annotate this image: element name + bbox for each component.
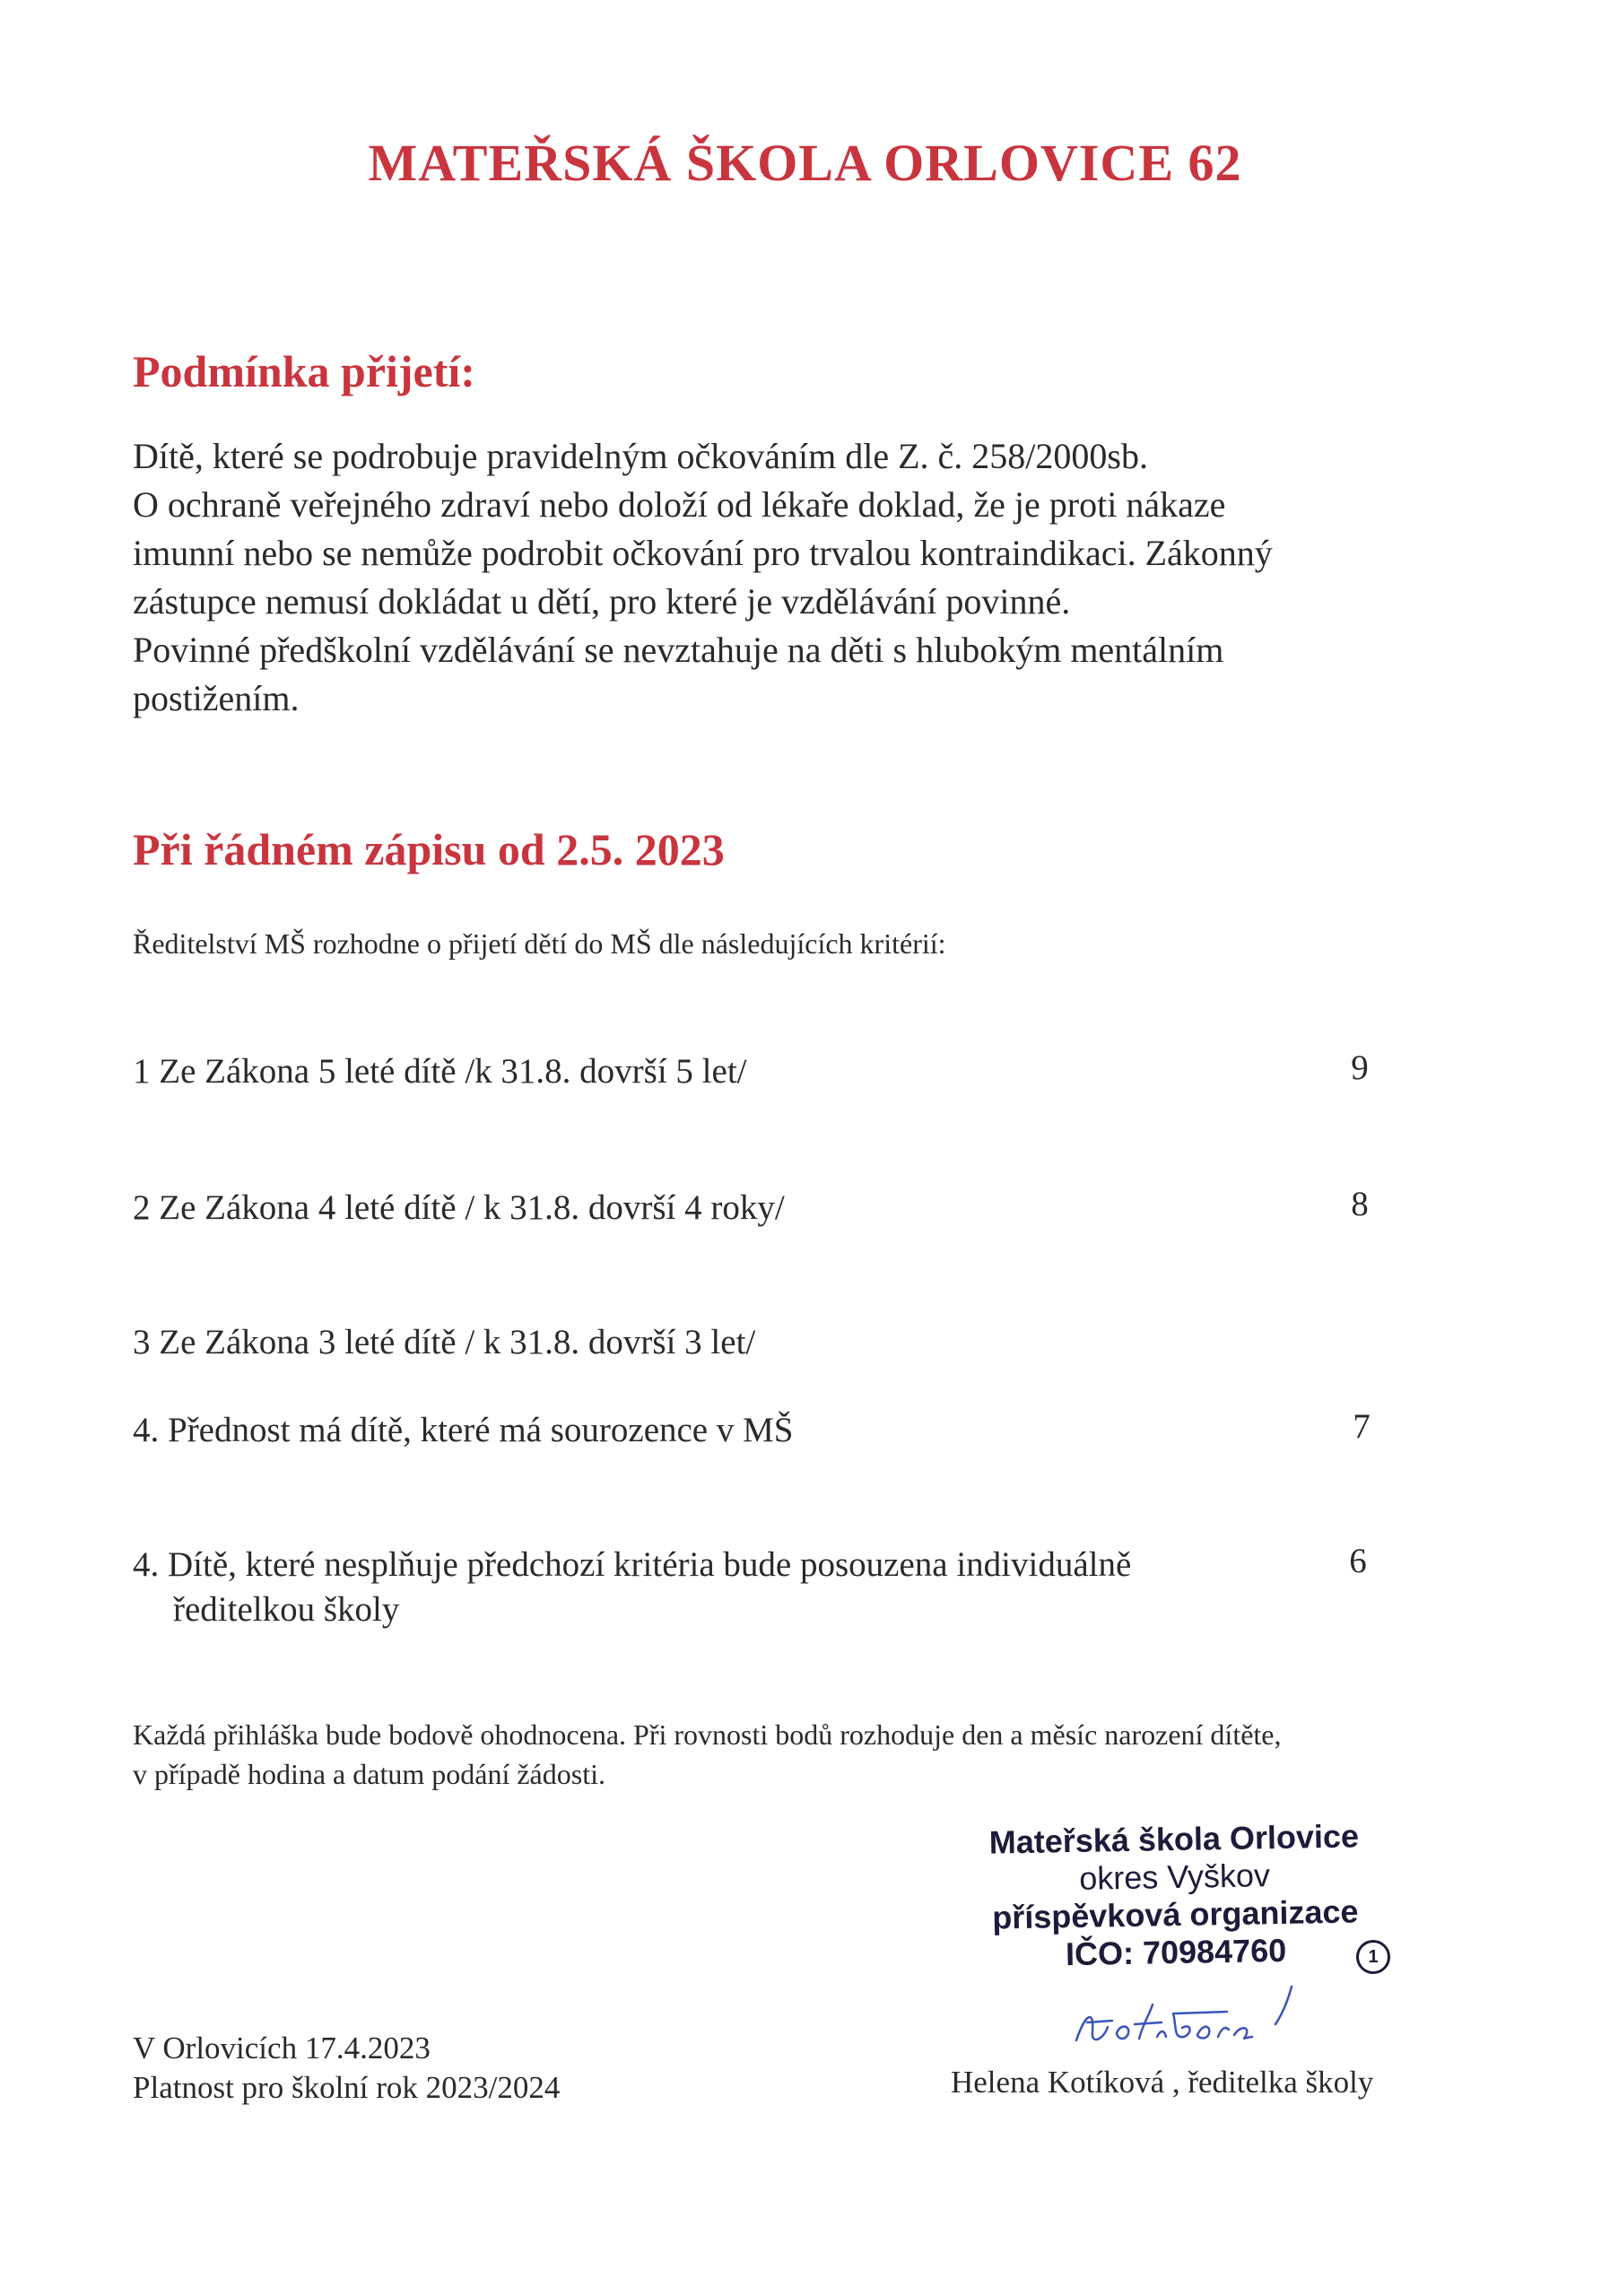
- criterion-1: 1 Ze Zákona 5 leté dítě /k 31.8. dovrší 5 let/: [133, 1052, 747, 1091]
- condition-line: Povinné předškolní vzdělávání se nevztahuje na děti s hlubokým mentálním: [133, 630, 1224, 670]
- criterion-5-points: 6: [1349, 1542, 1367, 1580]
- footer-left: [133, 2029, 560, 2108]
- criterion-5: 4. Dítě, které nesplňuje předchozí kritéria bude posouzena individuálně: [133, 1545, 1132, 1584]
- criterion-5-continuation: ředitelkou školy: [173, 1590, 400, 1629]
- scoring-note-line: v případě hodina a datum podání žádosti.: [133, 1758, 605, 1790]
- criterion-3: 3 Ze Zákona 3 leté dítě / k 31.8. dovrší 3 let/: [133, 1323, 756, 1361]
- condition-paragraph: [133, 432, 1496, 723]
- criterion-2: 2 Ze Zákona 4 leté dítě / k 31.8. dovrší 4 roky/: [133, 1188, 785, 1227]
- criterion-2-points: 8: [1351, 1185, 1369, 1223]
- school-stamp: [968, 1817, 1383, 1975]
- enrollment-heading: Při řádném zápisu od 2.5. 2023: [133, 824, 725, 874]
- scoring-note: [133, 1715, 1282, 1794]
- criterion-4-points: 7: [1353, 1407, 1371, 1446]
- stamp-line-organization: příspěvková organizace: [991, 1892, 1359, 1936]
- criteria-lead: Ředitelství MŠ rozhodne o přijetí dětí do MŠ dle následujících kritérií:: [133, 927, 946, 960]
- validity: Platnost pro školní rok 2023/2024: [133, 2070, 561, 2105]
- condition-line: postižením.: [133, 678, 300, 718]
- stamp-line-ico: IČO: 70984760: [1065, 1931, 1287, 1973]
- stamp-line-district: okres Vyškov: [1078, 1857, 1271, 1897]
- signature-image: [1067, 1978, 1318, 2058]
- criterion-1-points: 9: [1351, 1048, 1369, 1087]
- place-date: V Orlovicích 17.4.2023: [133, 2031, 431, 2066]
- document-title: MATEŘSKÁ ŠKOLA ORLOVICE 62: [368, 134, 1242, 192]
- condition-line: O ochraně veřejného zdraví nebo doloží od lékaře doklad, že je proti nákaze: [133, 484, 1226, 525]
- scoring-note-line: Každá přihláška bude bodově ohodnocena. Při rovnosti bodů rozhoduje den a měsíc narození dítěte,: [133, 1718, 1282, 1751]
- condition-line: imunní nebo se nemůže podrobit očkování pro trvalou kontraindikaci. Zákonný: [133, 533, 1273, 573]
- condition-line: Dítě, které se podrobuje pravidelným očkováním dle Z. č. 258/2000sb.: [133, 436, 1148, 476]
- criterion-4: 4. Přednost má dítě, které má sourozence v MŠ: [133, 1411, 794, 1449]
- condition-line: zástupce nemusí dokládat u dětí, pro které je vzdělávání povinné.: [133, 581, 1071, 622]
- stamp-number-mark: 1: [1356, 1940, 1390, 1974]
- condition-heading: Podmínka přijetí:: [133, 346, 475, 396]
- stamp-line-name: Mateřská škola Orlovice: [988, 1817, 1360, 1861]
- signatory-name: Helena Kotíková , ředitelka školy: [951, 2065, 1374, 2100]
